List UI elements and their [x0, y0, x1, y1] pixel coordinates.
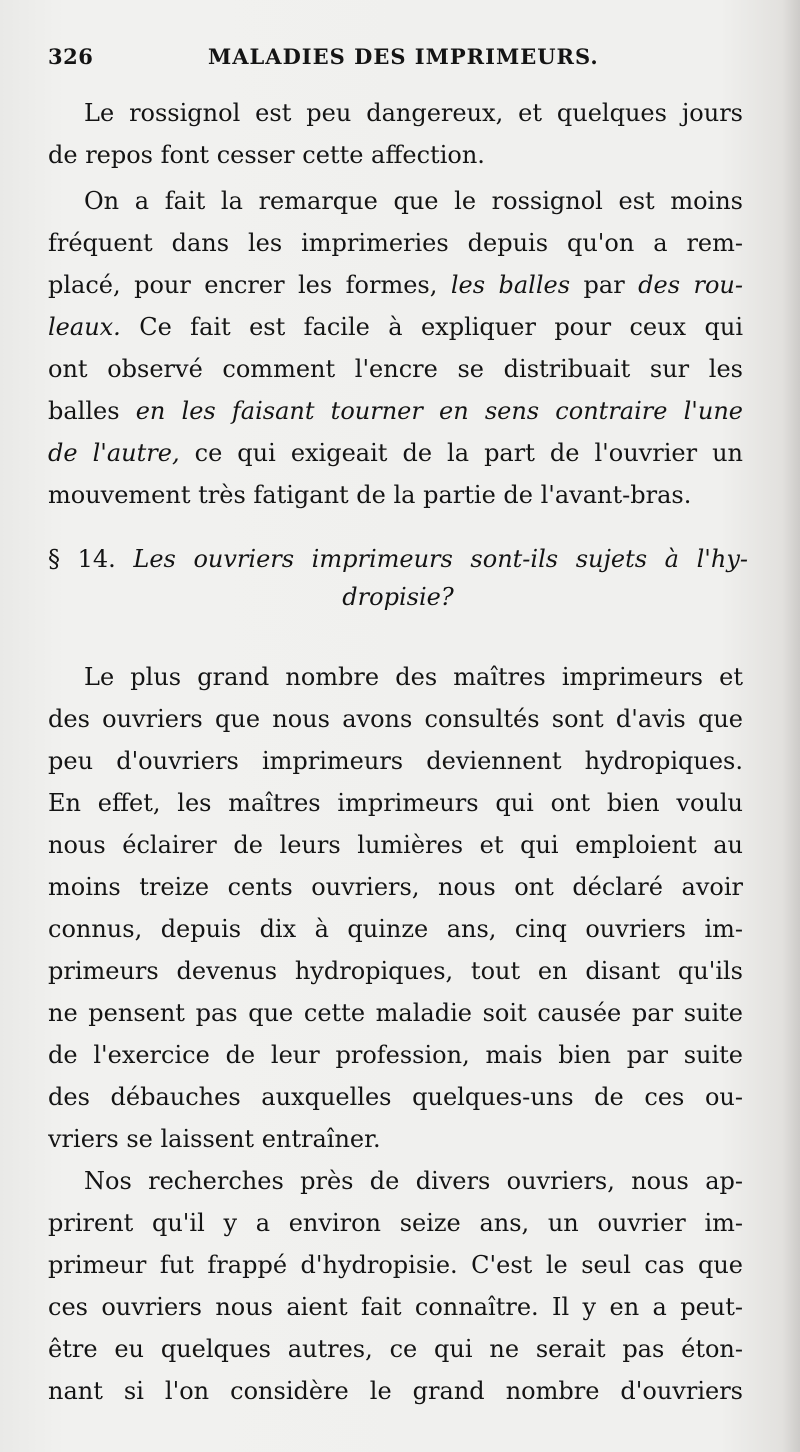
text-line: primeurs devenus hydropiques, tout en disant qu'ils	[48, 957, 743, 985]
text-line: vriers se laissent entraîner.	[48, 1125, 381, 1153]
section-number: § 14.	[48, 545, 116, 573]
text-line: placé, pour encrer les formes, les balles par des rou-	[48, 271, 743, 299]
paragraph-2	[48, 180, 743, 516]
section-title-line-1: § 14. Les ouvriers imprimeurs sont-ils sujets à l'hy-	[48, 545, 748, 573]
paragraph-3	[48, 656, 743, 1160]
text-line: Le plus grand nombre des maîtres imprimeurs et	[84, 663, 743, 691]
paragraph-4	[48, 1160, 743, 1412]
page-edge-shadow	[782, 0, 800, 1452]
text-line: balles en les faisant tourner en sens contraire l'une	[48, 397, 743, 425]
text-line: Nos recherches près de divers ouvriers, nous ap-	[84, 1167, 743, 1195]
text-line: des ouvriers que nous avons consultés sont d'avis que	[48, 705, 743, 733]
text-line: primeur fut frappé d'hydropisie. C'est le seul cas que	[48, 1251, 743, 1279]
text-line: nant si l'on considère le grand nombre d'ouvriers	[48, 1377, 743, 1405]
text-line: de l'exercice de leur profession, mais bien par suite	[48, 1041, 743, 1069]
text-line: Le rossignol est peu dangereux, et quelques jours	[84, 99, 743, 127]
text-line: leaux. Ce fait est facile à expliquer pour ceux qui	[48, 313, 743, 341]
section-heading	[48, 540, 748, 616]
text-line: de repos font cesser cette affection.	[48, 141, 485, 169]
text-line: moins treize cents ouvriers, nous ont déclaré avoir	[48, 873, 743, 901]
text-line: ont observé comment l'encre se distribuait sur les	[48, 355, 743, 383]
text-line: peu d'ouvriers imprimeurs deviennent hydropiques.	[48, 747, 743, 775]
text-line: On a fait la remarque que le rossignol est moins	[84, 187, 743, 215]
text-line: prirent qu'il y a environ seize ans, un ouvrier im-	[48, 1209, 743, 1237]
paragraph-1	[48, 92, 743, 176]
text-line: ne pensent pas que cette maladie soit causée par suite	[48, 999, 743, 1027]
running-head: MALADIES DES IMPRIMEURS.	[208, 44, 599, 69]
text-line: connus, depuis dix à quinze ans, cinq ouvriers im-	[48, 915, 743, 943]
text-line: fréquent dans les imprimeries depuis qu'on a rem-	[48, 229, 743, 257]
text-line: nous éclairer de leurs lumières et qui emploient au	[48, 831, 743, 859]
text-line: des débauches auxquelles quelques-uns de ces ou-	[48, 1083, 743, 1111]
text-line: de l'autre, ce qui exigeait de la part de l'ouvrier un	[48, 439, 743, 467]
text-line: ces ouvriers nous aient fait connaître. Il y en a peut-	[48, 1293, 743, 1321]
page-header	[48, 44, 748, 76]
text-line: être eu quelques autres, ce qui ne serait pas éton-	[48, 1335, 743, 1363]
text-line: En effet, les maîtres imprimeurs qui ont bien voulu	[48, 789, 743, 817]
section-title-line-2: dropisie?	[342, 583, 454, 611]
text-line: mouvement très fatigant de la partie de l'avant-bras.	[48, 481, 692, 509]
page-number: 326	[48, 44, 94, 69]
